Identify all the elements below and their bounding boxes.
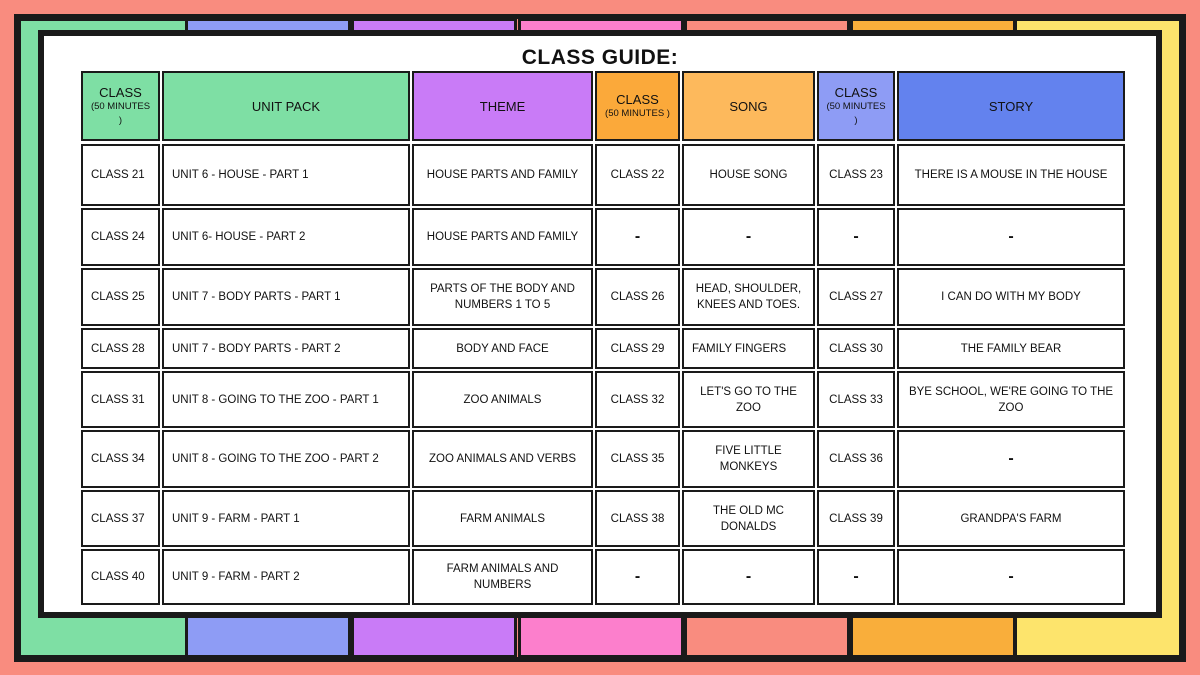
cell-song: FAMILY FINGERS bbox=[682, 328, 815, 369]
cell-song-class: CLASS 26 bbox=[595, 268, 680, 326]
cell-theme: FARM ANIMALS bbox=[412, 490, 593, 547]
cell-unit-pack: UNIT 7 - BODY PARTS - PART 1 bbox=[162, 268, 410, 326]
cell-story: THERE IS A MOUSE IN THE HOUSE bbox=[897, 144, 1125, 206]
cell-song: LET'S GO TO THE ZOO bbox=[682, 371, 815, 428]
header-song bbox=[682, 71, 815, 141]
cell-class: CLASS 28 bbox=[81, 328, 160, 369]
cell-song: FIVE LITTLE MONKEYS bbox=[682, 430, 815, 488]
cell-theme: HOUSE PARTS AND FAMILY bbox=[412, 208, 593, 266]
cell-theme: ZOO ANIMALS bbox=[412, 371, 593, 428]
header-sub: (50 MINUTES ) bbox=[90, 100, 151, 126]
cell-story-class: CLASS 33 bbox=[817, 371, 895, 428]
cell-song-class: CLASS 38 bbox=[595, 490, 680, 547]
cell-song: - bbox=[682, 208, 815, 266]
cell-story: BYE SCHOOL, WE'RE GOING TO THE ZOO bbox=[897, 371, 1125, 428]
header-label: STORY bbox=[988, 98, 1034, 114]
cell-song: HOUSE SONG bbox=[682, 144, 815, 206]
cell-story: - bbox=[897, 549, 1125, 605]
cell-class: CLASS 40 bbox=[81, 549, 160, 605]
cell-song-class: CLASS 29 bbox=[595, 328, 680, 369]
cell-class: CLASS 24 bbox=[81, 208, 160, 266]
cell-story: I CAN DO WITH MY BODY bbox=[897, 268, 1125, 326]
header-label: UNIT PACK bbox=[251, 98, 321, 114]
cell-story: GRANDPA'S FARM bbox=[897, 490, 1125, 547]
cell-class: CLASS 34 bbox=[81, 430, 160, 488]
cell-story-class: CLASS 23 bbox=[817, 144, 895, 206]
cell-unit-pack: UNIT 7 - BODY PARTS - PART 2 bbox=[162, 328, 410, 369]
cell-unit-pack: UNIT 9 - FARM - PART 2 bbox=[162, 549, 410, 605]
cell-story-class: CLASS 36 bbox=[817, 430, 895, 488]
cell-story: - bbox=[897, 208, 1125, 266]
cell-song: HEAD, SHOULDER, KNEES AND TOES. bbox=[682, 268, 815, 326]
cell-unit-pack: UNIT 8 - GOING TO THE ZOO - PART 2 bbox=[162, 430, 410, 488]
cell-class: CLASS 37 bbox=[81, 490, 160, 547]
header-class bbox=[81, 71, 160, 141]
cell-story-class: - bbox=[817, 208, 895, 266]
header-label: CLASS bbox=[834, 84, 878, 100]
header-story-class bbox=[817, 71, 895, 141]
cell-unit-pack: UNIT 6- HOUSE - PART 2 bbox=[162, 208, 410, 266]
header-story bbox=[897, 71, 1125, 141]
class-guide-card bbox=[38, 30, 1162, 618]
cell-story-class: CLASS 39 bbox=[817, 490, 895, 547]
page-title: CLASS GUIDE: bbox=[521, 46, 679, 69]
cell-song: - bbox=[682, 549, 815, 605]
cell-theme: HOUSE PARTS AND FAMILY bbox=[412, 144, 593, 206]
cell-unit-pack: UNIT 8 - GOING TO THE ZOO - PART 1 bbox=[162, 371, 410, 428]
cell-theme: BODY AND FACE bbox=[412, 328, 593, 369]
cell-unit-pack: UNIT 9 - FARM - PART 1 bbox=[162, 490, 410, 547]
cell-unit-pack: UNIT 6 - HOUSE - PART 1 bbox=[162, 144, 410, 206]
cell-song-class: CLASS 32 bbox=[595, 371, 680, 428]
cell-story: - bbox=[897, 430, 1125, 488]
header-song-class bbox=[595, 71, 680, 141]
cell-story-class: CLASS 27 bbox=[817, 268, 895, 326]
header-label: THEME bbox=[479, 98, 526, 114]
cell-song-class: - bbox=[595, 549, 680, 605]
header-label: CLASS bbox=[99, 84, 142, 100]
header-label: CLASS bbox=[616, 91, 659, 107]
header-unit-pack bbox=[162, 71, 410, 141]
cell-theme: PARTS OF THE BODY AND NUMBERS 1 TO 5 bbox=[412, 268, 593, 326]
header-sub: (50 MINUTES ) bbox=[826, 100, 886, 126]
cell-story-class: CLASS 30 bbox=[817, 328, 895, 369]
cell-song-class: CLASS 22 bbox=[595, 144, 680, 206]
cell-song-class: - bbox=[595, 208, 680, 266]
cell-class: CLASS 25 bbox=[81, 268, 160, 326]
cell-class: CLASS 31 bbox=[81, 371, 160, 428]
cell-theme: ZOO ANIMALS AND VERBS bbox=[412, 430, 593, 488]
cell-story: THE FAMILY BEAR bbox=[897, 328, 1125, 369]
cell-song: THE OLD MC DONALDS bbox=[682, 490, 815, 547]
cell-class: CLASS 21 bbox=[81, 144, 160, 206]
header-label: SONG bbox=[729, 98, 768, 114]
cell-theme: FARM ANIMALS AND NUMBERS bbox=[412, 549, 593, 605]
header-theme bbox=[412, 71, 593, 141]
cell-song-class: CLASS 35 bbox=[595, 430, 680, 488]
cell-story-class: - bbox=[817, 549, 895, 605]
header-sub: (50 MINUTES ) bbox=[605, 107, 670, 119]
